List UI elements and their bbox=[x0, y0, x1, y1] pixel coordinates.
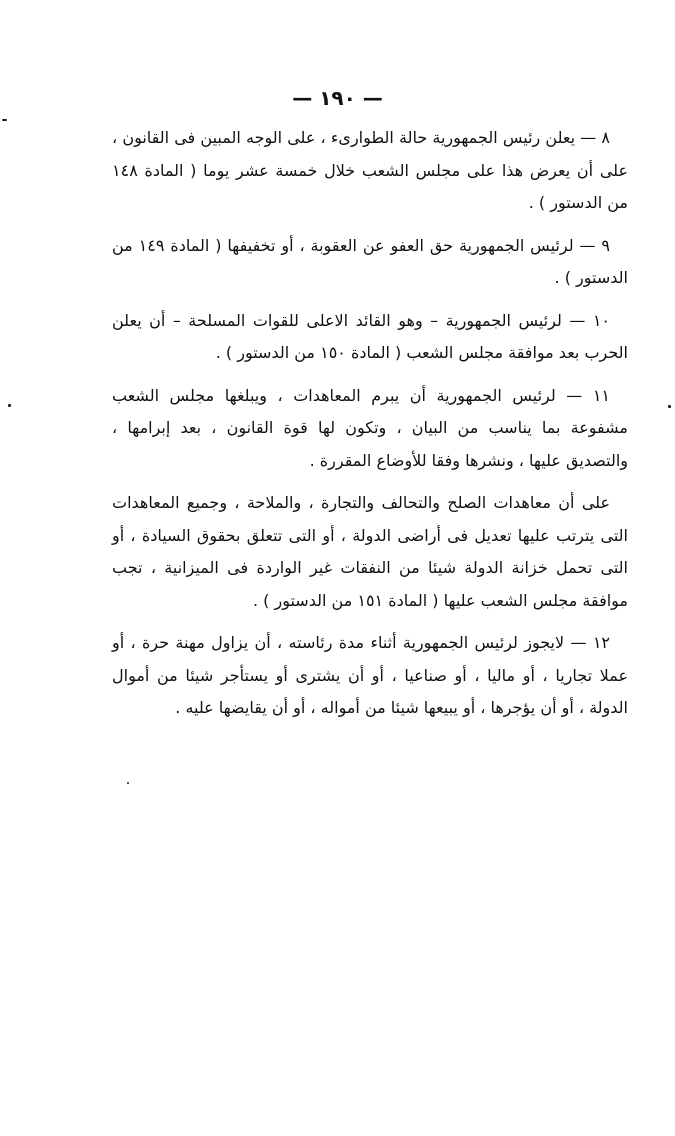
paragraph-article-10: ١٠ — لرئيس الجمهورية – وهو القائد الاعلى للقوات المسلحة – أن يعلن الحرب بعد موافقة مجلس الشعب ( المادة ١٥٠ من الدستور ) . bbox=[112, 310, 628, 362]
scan-speck bbox=[2, 119, 7, 121]
body-text bbox=[112, 122, 628, 735]
scan-speck bbox=[668, 405, 671, 408]
paragraph-treaties: على أن معاهدات الصلح والتحالف والتجارة ، والملاحة ، وجميع المعاهدات التى يترتب عليها تعديل فى أراضى الدولة ، أو التى تتعلق بحقوق السيادة ، أو التى تحمل خزانة الدولة شيئا من النفقات غير الواردة فى الميزانية ، تجب موافقة مجلس الشعب عليها ( المادة ١٥١ من الدستور ) . bbox=[112, 493, 628, 610]
page-number: — ١٩٠ — bbox=[292, 86, 383, 110]
paragraph-article-9: ٩ — لرئيس الجمهورية حق العفو عن العقوبة ، أو تخفيفها ( المادة ١٤٩ من الدستور ) . bbox=[112, 235, 628, 287]
paragraph-article-8: ٨ — يعلن رئيس الجمهورية حالة الطوارىء ، على الوجه المبين فى القانون ، على أن يعرض هذا على مجلس الشعب خلال خمسة عشر يوما ( المادة ١٤٨ من الدستور ) . bbox=[112, 128, 628, 212]
paragraph-article-11: ١١ — لرئيس الجمهورية أن يبرم المعاهدات ، ويبلغها مجلس الشعب مشفوعة بما يناسب من البيان ، وتكون لها قوة القانون ، بعد إبرامها ، والتصديق عليها ، ونشرها وفقا للأوضاع المقررة . bbox=[112, 385, 628, 470]
paragraph-article-12: ١٢ — لايجوز لرئيس الجمهورية أثناء مدة رئاسته ، أن يزاول مهنة حرة ، أو عملا تجاريا ، أو ماليا ، أو صناعيا ، أو أن يشترى أو يستأجر شيئا من أموال الدولة ، أو أن يؤجرها ، أو يبيعها شيئا من أمواله ، أو أن يقايضها عليه . bbox=[112, 633, 628, 717]
scan-speck bbox=[8, 404, 11, 407]
scan-speck bbox=[127, 782, 129, 784]
